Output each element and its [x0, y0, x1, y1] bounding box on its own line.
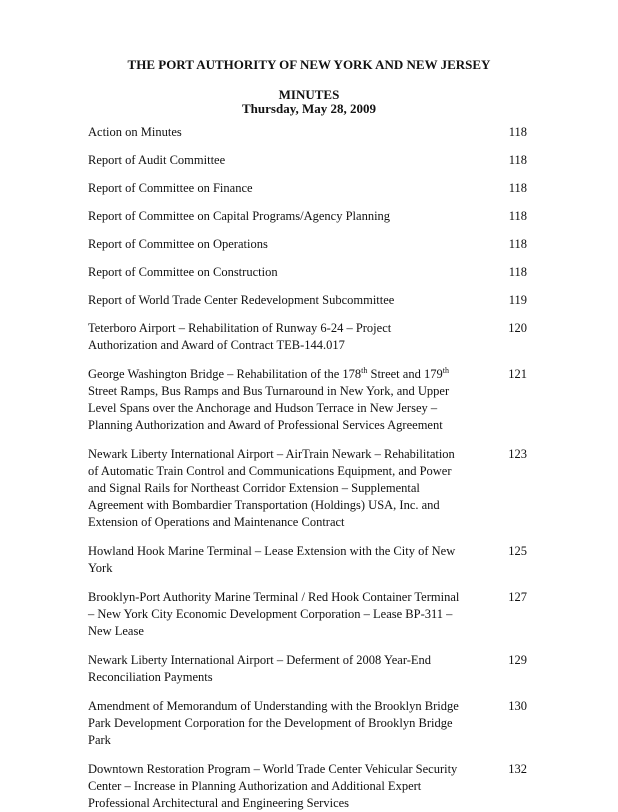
toc-entry-title: Howland Hook Marine Terminal – Lease Extension with the City of New York — [88, 544, 456, 575]
toc-entry — [88, 652, 528, 686]
document-type-title: MINUTES — [278, 87, 340, 102]
toc-entry-title: Report of Committee on Finance — [88, 181, 253, 195]
toc-entry-page: 125 — [508, 544, 527, 558]
toc-entry-page: 118 — [508, 237, 527, 251]
toc-entry — [88, 761, 528, 812]
toc-entry-title: Newark Liberty International Airport – Deferment of 2008 Year-End Reconciliation Payments — [88, 653, 432, 684]
toc-entry-title: Brooklyn-Port Authority Marine Terminal / Red Hook Container Terminal – New York City Economic Development Corporation – Lease BP-311 – New Lease — [88, 590, 460, 638]
ordinal-suffix: th — [361, 365, 368, 375]
toc-entry-title — [88, 366, 460, 434]
organization-title: THE PORT AUTHORITY OF NEW YORK AND NEW JERSEY — [127, 57, 491, 72]
ordinal-suffix: th — [442, 365, 449, 375]
table-of-contents — [88, 124, 528, 812]
toc-entry-title: Downtown Restoration Program – World Trade Center Vehicular Security Center – Increase in Planning Authorization and Additional Expert Professional Architectural and Engineering Services — [88, 762, 458, 810]
toc-entry-page: 127 — [508, 590, 527, 604]
toc-entry — [88, 152, 528, 169]
toc-entry-page: 130 — [508, 699, 527, 713]
toc-entry-page: 120 — [508, 321, 527, 335]
toc-entry-title: Report of World Trade Center Redevelopment Subcommittee — [88, 293, 395, 307]
toc-entry-title: Amendment of Memorandum of Understanding with the Brooklyn Bridge Park Development Corporation for the Development of Brooklyn Bridge Park — [88, 699, 459, 747]
toc-entry — [88, 366, 528, 434]
toc-entry-page: 118 — [508, 181, 527, 195]
toc-entry-page: 132 — [508, 762, 527, 776]
toc-entry — [88, 292, 528, 309]
toc-entry-title-part: Street and 179 — [367, 367, 443, 381]
toc-entry-page: 121 — [508, 367, 527, 381]
toc-entry — [88, 698, 528, 749]
toc-entry-title-part: Street Ramps, Bus Ramps and Bus Turnaround in New York, and Upper Level Spans over the Anchorage and Hudson Terrace in New Jersey – Planning Authorization and Award of Professional Services Agreement — [88, 384, 450, 432]
toc-entry-page: 118 — [508, 153, 527, 167]
toc-entry — [88, 543, 528, 577]
toc-entry-page: 119 — [508, 293, 527, 307]
toc-entry-page: 118 — [508, 209, 527, 223]
toc-entry-title: Newark Liberty International Airport – AirTrain Newark – Rehabilitation of Automatic Train Control and Communications Equipment, and Power and Signal Rails for Northeast Corridor Extension – Supplemental Agreement with Bombardier Transportation (Holdings) USA, Inc. and Extension of Operations and Maintenance Contract — [88, 447, 455, 529]
toc-entry-title: Action on Minutes — [88, 125, 182, 139]
toc-entry-title: Report of Committee on Operations — [88, 237, 268, 251]
toc-entry — [88, 236, 528, 253]
toc-entry-title-part: George Washington Bridge – Rehabilitation of the 178 — [88, 367, 362, 381]
toc-entry — [88, 446, 528, 531]
toc-entry — [88, 124, 528, 141]
toc-entry-title: Report of Committee on Capital Programs/Agency Planning — [88, 209, 391, 223]
toc-entry — [88, 180, 528, 197]
toc-entry — [88, 589, 528, 640]
toc-entry — [88, 208, 528, 225]
toc-entry-page: 123 — [508, 447, 527, 461]
toc-entry-title: Teterboro Airport – Rehabilitation of Runway 6-24 – Project Authorization and Award of Contract TEB-144.017 — [88, 321, 392, 352]
meeting-date: Thursday, May 28, 2009 — [242, 101, 376, 116]
toc-entry-page: 118 — [508, 125, 527, 139]
toc-entry-page: 129 — [508, 653, 527, 667]
toc-entry-page: 118 — [508, 265, 527, 279]
toc-entry-title: Report of Committee on Construction — [88, 265, 278, 279]
toc-entry-title: Report of Audit Committee — [88, 153, 226, 167]
toc-entry — [88, 264, 528, 281]
toc-entry — [88, 320, 528, 354]
